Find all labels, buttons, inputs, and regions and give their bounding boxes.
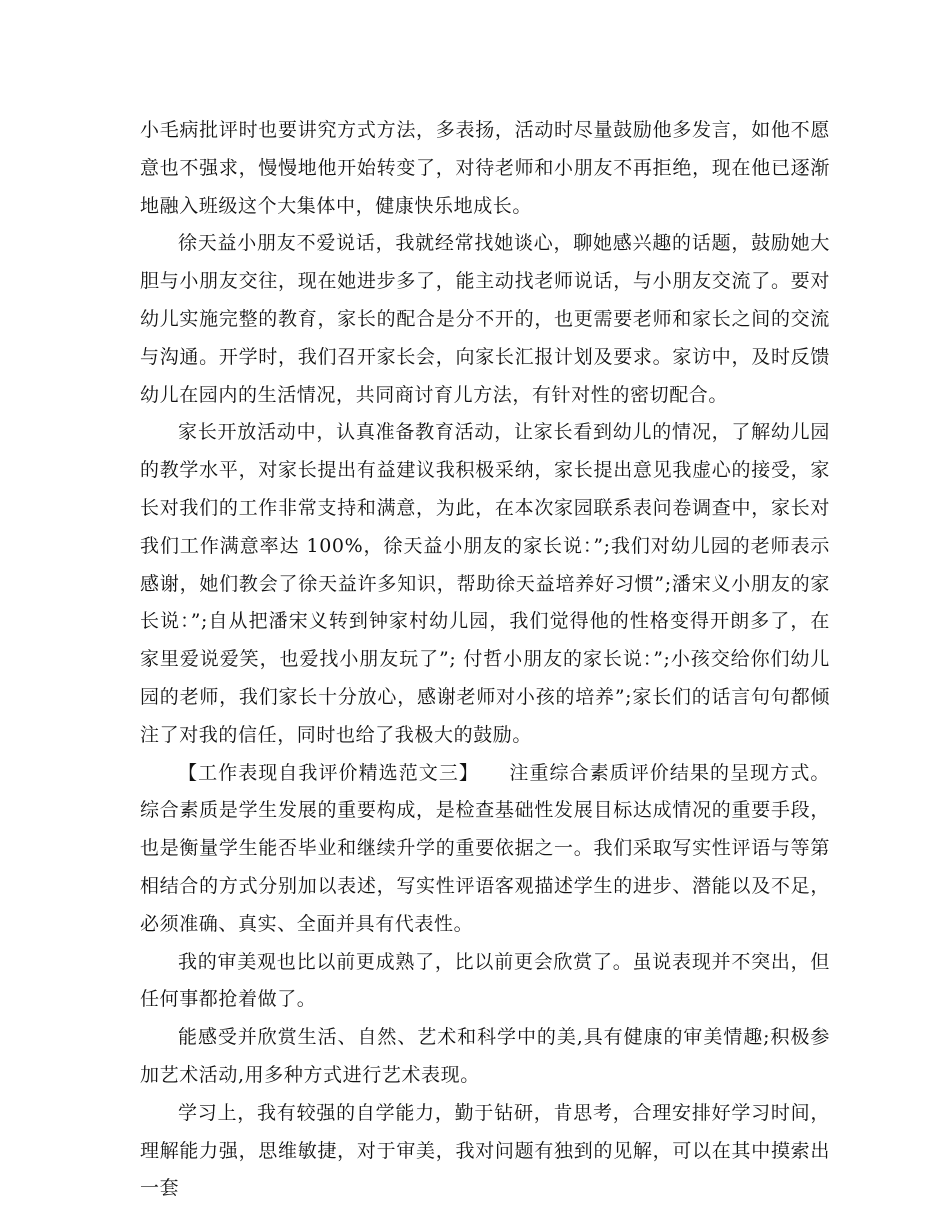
document-body xyxy=(140,112,830,1208)
section-heading: 【工作表现自我评价精选范文三】 xyxy=(178,761,479,784)
paragraph-4-text: 注重综合素质评价结果的呈现方式。综合素质是学生发展的重要构成，是检查基础性发展目标达成情况的重要手段，也是衡量学生能否毕业和继续升学的重要依据之一。我们采取写实性评语与等第相结合的方式分别加以表述，写实性评语客观描述学生的进步、潜能以及不足，必须准确、真实、全面并具有代表性。 xyxy=(140,761,830,935)
paragraph-1: 小毛病批评时也要讲究方式方法，多表扬，活动时尽量鼓励他多发言，如他不愿意也不强求，慢慢地他开始转变了，对待老师和小朋友不再拒绝，现在他已逐渐地融入班级这个大集体中，健康快乐地成长。 xyxy=(140,119,830,217)
paragraph-5: 我的审美观也比以前更成熟了，比以前更会欣赏了。虽说表现并不突出，但任何事都抢着做了。 xyxy=(140,950,830,1011)
paragraph-4 xyxy=(140,755,830,944)
paragraph-7: 学习上，我有较强的自学能力，勤于钻研，肯思考，合理安排好学习时间，理解能力强，思维敏捷，对于审美，我对问题有独到的见解，可以在其中摸索出一套 xyxy=(140,1101,830,1200)
paragraph-3: 家长开放活动中，认真准备教育活动，让家长看到幼儿的情况，了解幼儿园的教学水平，对家长提出有益建议我积极采纳，家长提出意见我虚心的接受，家长对我们的工作非常支持和满意，为此，在本次家园联系表问卷调查中，家长对我们工作满意率达 100%，徐天益小朋友的家长说：”;我们对幼儿园的老师表示感谢，她们教会了徐天益许多知识，帮助徐天益培养好习惯”;潘宋义小朋友的家长说：”;自从把潘宋义转到钟家村幼儿园，我们觉得他的性格变得开朗多了，在家里爱说爱笑，也爱找小朋友玩了”; 付哲小朋友的家长说：”;小孩交给你们幼儿园的老师，我们家长十分放心，感谢老师对小孩的培养”;家长们的话言句句都倾注了对我的信任，同时也给了我极大的鼓励。 xyxy=(140,421,830,746)
paragraph-2: 徐天益小朋友不爱说话，我就经常找她谈心，聊她感兴趣的话题，鼓励她大胆与小朋友交往，现在她进步多了，能主动找老师说话，与小朋友交流了。要对幼儿实施完整的教育，家长的配合是分不开的，也更需要老师和家长之间的交流与沟通。开学时，我们召开家长会，向家长汇报计划及要求。家访中，及时反馈幼儿在园内的生活情况，共同商讨育儿方法，有针对性的密切配合。 xyxy=(140,232,830,406)
paragraph-6: 能感受并欣赏生活、自然、艺术和科学中的美,具有健康的审美情趣;积极参加艺术活动,用多种方式进行艺术表现。 xyxy=(140,1026,830,1086)
